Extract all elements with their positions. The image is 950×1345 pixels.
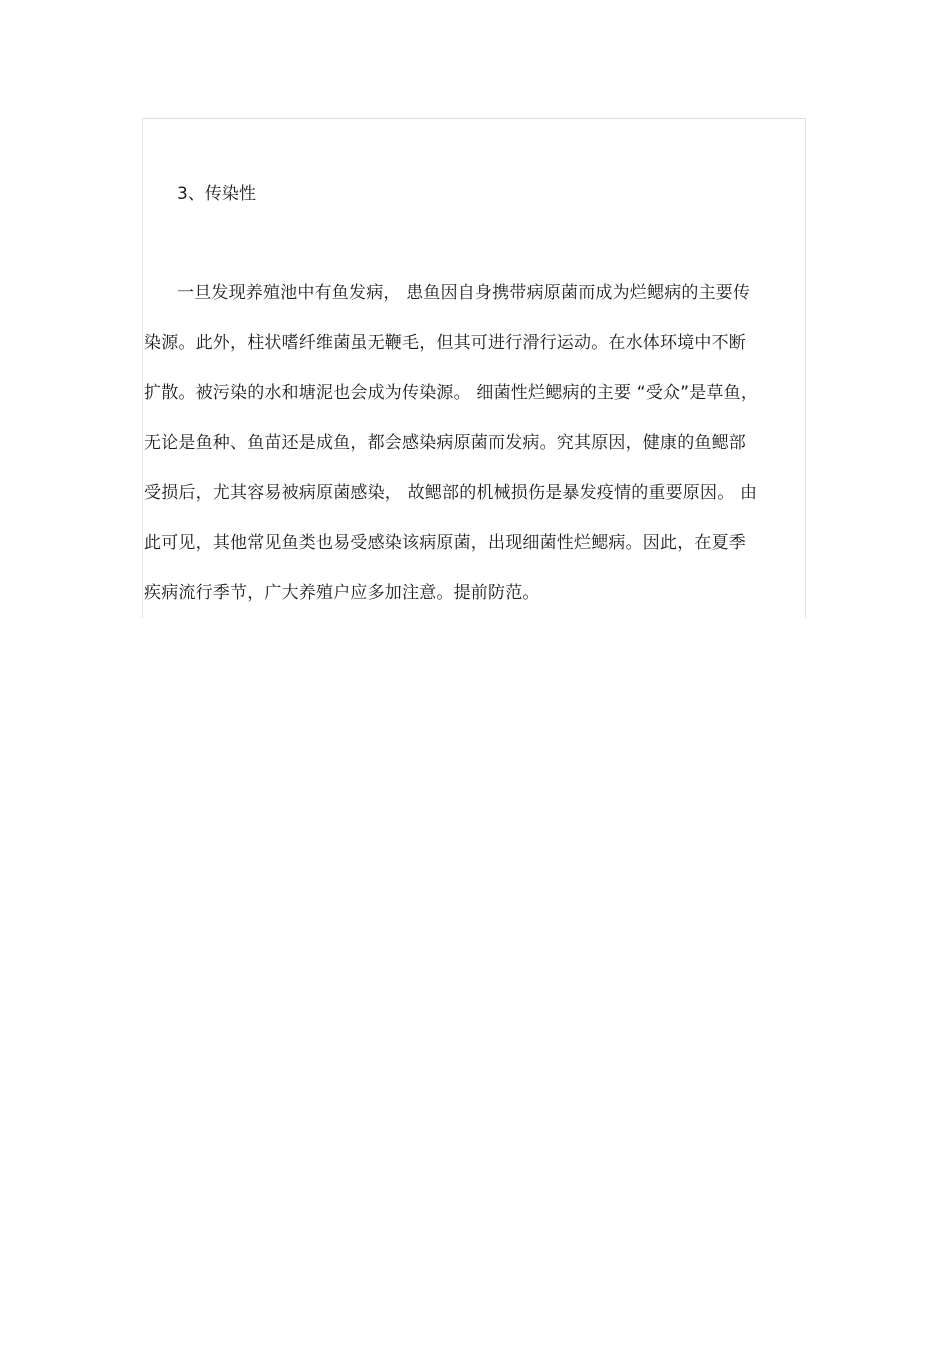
paragraph-line-2: 染源。此外，柱状嗜纤维菌虽无鞭毛，但其可进行滑行运动。在水体环境中不断 xyxy=(144,333,746,353)
paragraph-line-5: 受损后，尤其容易被病原菌感染， 故鳃部的机械损伤是暴发疫情的重要原因。 由 xyxy=(144,483,758,503)
paragraph-line-4: 无论是鱼种、鱼苗还是成鱼，都会感染病原菌而发病。究其原因，健康的鱼鳃部 xyxy=(144,433,746,453)
paragraph-line-3: 扩散。被污染的水和塘泥也会成为传染源。 细菌性烂鳃病的主要 “受众”是草鱼， xyxy=(144,383,759,403)
paragraph-line-7: 疾病流行季节，广大养殖户应多加注意。提前防范。 xyxy=(144,583,540,603)
section-heading: 3、传染性 xyxy=(177,184,256,204)
paragraph-line-1: 一旦发现养殖池中有鱼发病， 患鱼因自身携带病原菌而成为烂鳃病的主要传 xyxy=(177,283,751,303)
paragraph-line-6: 此可见，其他常见鱼类也易受感染该病原菌，出现细菌性烂鳃病。因此，在夏季 xyxy=(144,533,746,553)
